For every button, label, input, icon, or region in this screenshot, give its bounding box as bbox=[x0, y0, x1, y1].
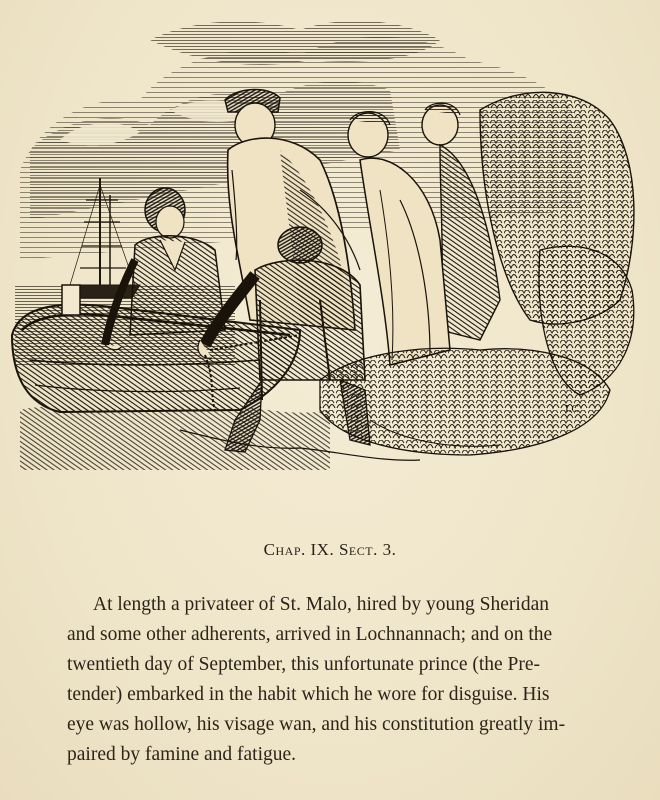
narrative-paragraph bbox=[67, 590, 613, 770]
section-label: Sect. 3. bbox=[338, 540, 397, 559]
chapter-label: Chap. IX. bbox=[263, 540, 335, 559]
paragraph-line: twentieth day of September, this unfortunate prince (the Pre- bbox=[67, 654, 541, 675]
engraver-signature: I.C bbox=[565, 403, 579, 415]
paragraph-line: tender) embarked in the habit which he wore for disguise. His bbox=[67, 684, 550, 705]
paragraph-line: paired by famine and fatigue. bbox=[67, 744, 297, 765]
paragraph-line: and some other adherents, arrived in Lochnannach; and on the bbox=[67, 624, 553, 645]
paragraph-line: At length a privateer of St. Malo, hired by young Sheridan bbox=[93, 594, 549, 615]
paragraph-line: eye was hollow, his visage wan, and his constitution greatly im- bbox=[67, 714, 566, 735]
chapter-heading bbox=[0, 540, 660, 560]
